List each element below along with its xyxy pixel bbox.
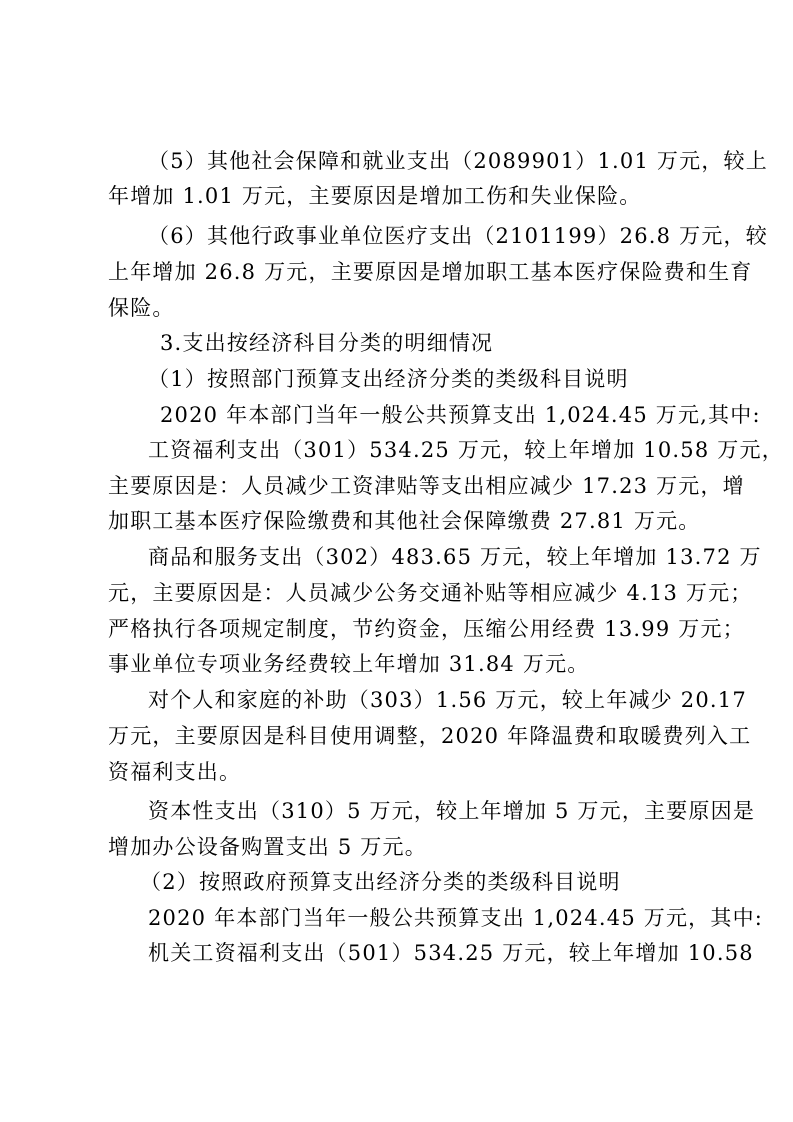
line-text: （2）按照政府预算支出经济分类的类级科目说明 — [140, 870, 621, 894]
line-text: 万元，主要原因是科目使用调整，2020 年降温费和取暖费列入工 — [108, 724, 752, 748]
line-text: 事业单位专项业务经费较上年增加 31.84 万元。 — [108, 652, 590, 676]
line-text: 加职工基本医疗保险缴费和其他社会保障缴费 27.81 万元。 — [108, 509, 701, 533]
line-text: 对个人和家庭的补助（303）1.56 万元，较上年减少 20.17 — [148, 688, 747, 712]
line-text: 2020 年本部门当年一般公共预算支出 1,024.45 万元,其中: — [160, 403, 761, 427]
line-text: 严格执行各项规定制度，节约资金，压缩公用经费 13.99 万元； — [108, 617, 745, 641]
line-text: 年增加 1.01 万元，主要原因是增加工伤和失业保险。 — [108, 184, 642, 208]
line-text: 保险。 — [108, 296, 175, 320]
line-text: （6）其他行政事业单位医疗支出（2101199）26.8 万元，较 — [148, 224, 768, 248]
line-text: 2020 年本部门当年一般公共预算支出 1,024.45 万元，其中: — [148, 906, 764, 930]
line-text: 资福利支出。 — [108, 760, 242, 784]
line-text: 商品和服务支出（302）483.65 万元，较上年增加 13.72 万 — [148, 545, 762, 569]
line-text: 上年增加 26.8 万元，主要原因是增加职工基本医疗保险费和生育 — [108, 260, 753, 284]
line-text: 资本性支出（310）5 万元，较上年增加 5 万元，主要原因是 — [148, 799, 756, 823]
line-text: 元，主要原因是：人员减少公务交通补贴等相应减少 4.13 万元； — [108, 581, 753, 605]
line-text: 3.支出按经济科目分类的明细情况 — [160, 331, 494, 355]
line-text: 增加办公设备购置支出 5 万元。 — [108, 835, 427, 859]
line-text: （5）其他社会保障和就业支出（2089901）1.01 万元，较上 — [148, 149, 768, 173]
line-text: （1）按照部门预算支出经济分类的类级科目说明 — [148, 367, 629, 391]
line-text: 机关工资福利支出（501）534.25 万元，较上年增加 10.58 — [148, 941, 754, 965]
line-text: 主要原因是：人员减少工资津贴等支出相应减少 17.23 万元，增 — [108, 474, 745, 498]
line-text: 工资福利支出（301）534.25 万元，较上年增加 10.58 万元， — [148, 438, 784, 462]
